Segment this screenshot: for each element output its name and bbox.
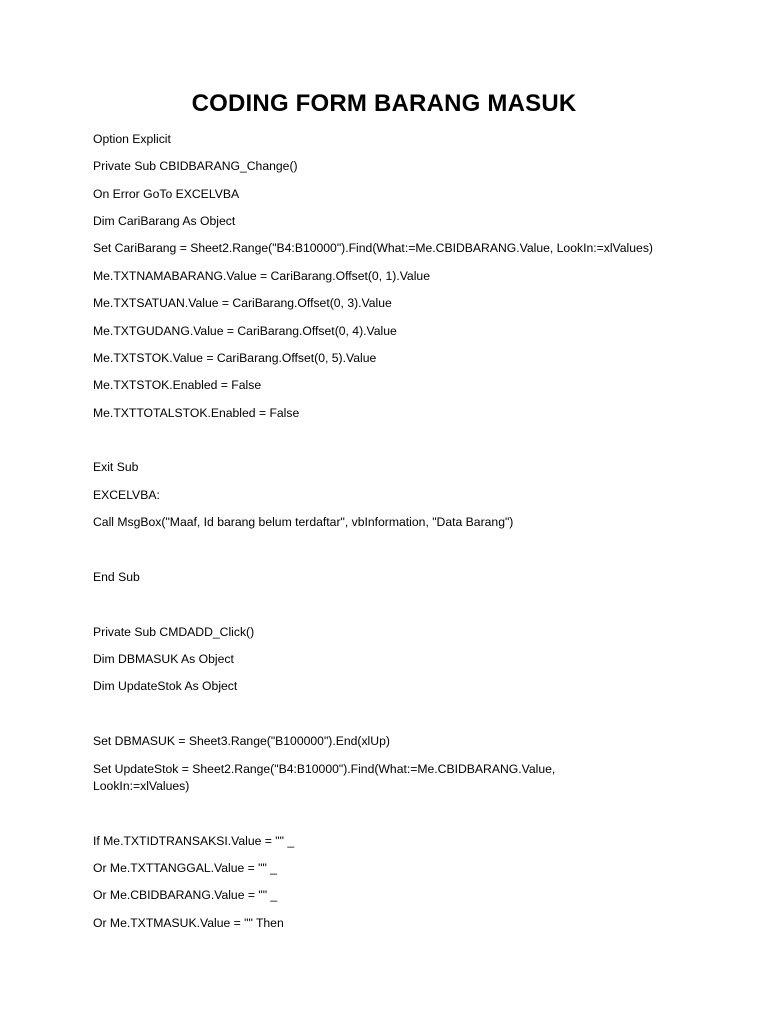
code-line: On Error GoTo EXCELVBA [93,187,240,201]
code-line: Set DBMASUK = Sheet3.Range("B100000").End(xlUp) [93,734,390,748]
code-line: End Sub [93,570,140,584]
code-line: Me.TXTSTOK.Value = CariBarang.Offset(0, 5).Value [93,351,377,365]
code-line: Me.TXTSATUAN.Value = CariBarang.Offset(0, 3).Value [93,296,392,310]
code-line: Set CariBarang = Sheet2.Range("B4:B10000").Find(What:=Me.CBIDBARANG.Value, LookIn:=xlValues) [93,241,653,255]
code-line: Me.TXTNAMABARANG.Value = CariBarang.Offset(0, 1).Value [93,269,430,283]
code-line: Me.TXTTOTALSTOK.Enabled = False [93,406,300,420]
code-line: Private Sub CBIDBARANG_Change() [93,159,298,173]
code-line: Private Sub CMDADD_Click() [93,625,255,639]
code-line: Me.TXTSTOK.Enabled = False [93,378,262,392]
page-title: CODING FORM BARANG MASUK [191,90,577,117]
code-line: Me.TXTGUDANG.Value = CariBarang.Offset(0, 4).Value [93,324,397,338]
code-line: EXCELVBA: [93,488,160,502]
code-line: Exit Sub [93,460,139,474]
code-line: Or Me.CBIDBARANG.Value = "" _ [93,888,278,902]
code-line: Dim CariBarang As Object [93,214,236,228]
code-line: Set UpdateStok = Sheet2.Range("B4:B10000").Find(What:=Me.CBIDBARANG.Value, LookIn:=xlValues) [93,762,556,793]
code-line: Option Explicit [93,132,171,146]
code-line: Or Me.TXTMASUK.Value = "" Then [93,916,284,930]
code-line: Dim DBMASUK As Object [93,652,234,666]
code-line: If Me.TXTIDTRANSAKSI.Value = "" _ [93,834,295,848]
code-line: Call MsgBox("Maaf, Id barang belum terdaftar", vbInformation, "Data Barang") [93,515,514,529]
code-line: Dim UpdateStok As Object [93,679,238,693]
code-line: Or Me.TXTTANGGAL.Value = "" _ [93,861,277,875]
